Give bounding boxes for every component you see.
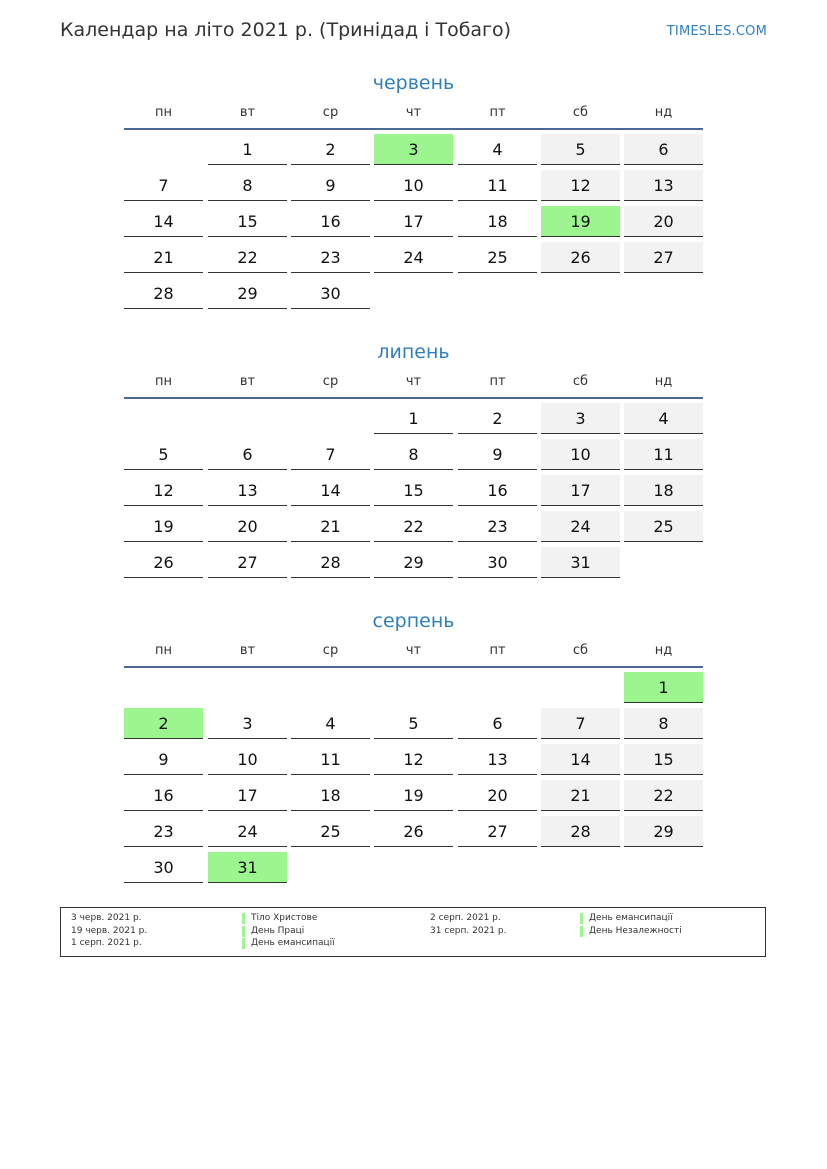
day-cell: 29 [208, 278, 287, 309]
weekday-label: пн [155, 643, 172, 658]
day-cell: 1 [374, 403, 453, 434]
weekday-label: чт [405, 643, 422, 658]
day-cell: 3 [208, 708, 287, 739]
legend-holiday-name: Тіло Христове [242, 913, 317, 924]
legend-date: 31 серп. 2021 р. [430, 925, 507, 936]
holiday-day-cell: 1 [624, 672, 703, 703]
day-cell: 21 [291, 511, 370, 542]
day-cell: 28 [291, 547, 370, 578]
weekday-label: вт [239, 643, 256, 658]
legend-date: 1 серп. 2021 р. [71, 938, 142, 948]
weekday-label: пт [489, 105, 506, 120]
day-cell: 15 [624, 744, 703, 775]
day-cell: 31 [541, 547, 620, 578]
day-cell: 22 [624, 780, 703, 811]
day-cell: 10 [208, 744, 287, 775]
day-cell: 11 [458, 170, 537, 201]
day-cell: 5 [124, 439, 203, 470]
day-cell: 4 [458, 134, 537, 165]
month-block [124, 339, 703, 572]
site-link[interactable]: TIMESLES.COM [666, 24, 767, 39]
legend-date: 2 серп. 2021 р. [430, 913, 501, 923]
day-cell: 30 [124, 852, 203, 883]
day-cell: 9 [458, 439, 537, 470]
day-cell: 20 [208, 511, 287, 542]
month-name: серпень [372, 610, 455, 632]
day-cell: 9 [291, 170, 370, 201]
day-cell: 8 [624, 708, 703, 739]
day-cell: 18 [624, 475, 703, 506]
weekday-header [124, 365, 703, 399]
day-cell: 24 [208, 816, 287, 847]
weekday-label: чт [405, 374, 422, 389]
page-title: Календар на літо 2021 р. (Тринідад і Тобаго) [60, 19, 512, 41]
day-cell: 18 [458, 206, 537, 237]
day-cell: 11 [624, 439, 703, 470]
day-cell: 8 [374, 439, 453, 470]
day-cell: 24 [374, 242, 453, 273]
day-cell: 10 [374, 170, 453, 201]
weekday-label: ср [322, 374, 339, 389]
day-cell: 5 [374, 708, 453, 739]
day-cell: 15 [208, 206, 287, 237]
day-cell: 25 [458, 242, 537, 273]
day-cell: 10 [541, 439, 620, 470]
weekday-header [124, 634, 703, 668]
day-cell: 12 [124, 475, 203, 506]
day-cell: 21 [541, 780, 620, 811]
day-cell: 23 [291, 242, 370, 273]
weekday-label: сб [572, 643, 589, 658]
day-cell: 30 [458, 547, 537, 578]
month-name: червень [372, 72, 455, 94]
day-cell: 29 [624, 816, 703, 847]
holiday-legend [60, 907, 766, 957]
day-cell: 23 [458, 511, 537, 542]
day-cell: 22 [374, 511, 453, 542]
day-cell: 26 [541, 242, 620, 273]
day-cell: 26 [374, 816, 453, 847]
weekday-label: нд [654, 105, 673, 120]
day-cell: 16 [291, 206, 370, 237]
day-cell: 9 [124, 744, 203, 775]
month-name: липень [377, 341, 450, 363]
day-cell: 16 [458, 475, 537, 506]
holiday-day-cell: 31 [208, 852, 287, 883]
day-cell: 13 [458, 744, 537, 775]
day-cell: 14 [124, 206, 203, 237]
day-cell: 14 [291, 475, 370, 506]
weekday-label: ср [322, 643, 339, 658]
legend-holiday-name: День Праці [242, 926, 304, 937]
weekday-label: чт [405, 105, 422, 120]
day-cell: 27 [624, 242, 703, 273]
weekday-label: нд [654, 374, 673, 389]
weekday-label: вт [239, 105, 256, 120]
day-cell: 28 [124, 278, 203, 309]
day-cell: 14 [541, 744, 620, 775]
legend-holiday-name: День емансипації [242, 938, 335, 949]
day-cell: 11 [291, 744, 370, 775]
weekday-label: вт [239, 374, 256, 389]
day-cell: 19 [374, 780, 453, 811]
day-cell: 17 [374, 206, 453, 237]
day-cell: 17 [541, 475, 620, 506]
holiday-day-cell: 2 [124, 708, 203, 739]
holiday-day-cell: 19 [541, 206, 620, 237]
day-cell: 15 [374, 475, 453, 506]
day-cell: 23 [124, 816, 203, 847]
day-cell: 4 [624, 403, 703, 434]
day-cell: 19 [124, 511, 203, 542]
day-cell: 7 [124, 170, 203, 201]
holiday-day-cell: 3 [374, 134, 453, 165]
day-cell: 27 [208, 547, 287, 578]
weekday-header [124, 96, 703, 130]
day-cell: 26 [124, 547, 203, 578]
day-cell: 25 [291, 816, 370, 847]
day-cell: 29 [374, 547, 453, 578]
day-cell: 13 [208, 475, 287, 506]
day-cell: 20 [624, 206, 703, 237]
weekday-label: сб [572, 105, 589, 120]
day-cell: 3 [541, 403, 620, 434]
weekday-label: пн [155, 374, 172, 389]
month-block [124, 608, 703, 877]
day-cell: 5 [541, 134, 620, 165]
header-rule [124, 397, 703, 399]
day-cell: 8 [208, 170, 287, 201]
weekday-label: сб [572, 374, 589, 389]
legend-date: 3 черв. 2021 р. [71, 913, 142, 923]
weekday-label: нд [654, 643, 673, 658]
day-cell: 4 [291, 708, 370, 739]
weekday-label: пт [489, 374, 506, 389]
legend-holiday-name: День Незалежності [580, 926, 682, 937]
day-cell: 6 [624, 134, 703, 165]
day-cell: 1 [208, 134, 287, 165]
day-cell: 18 [291, 780, 370, 811]
day-cell: 28 [541, 816, 620, 847]
header-rule [124, 666, 703, 668]
day-cell: 30 [291, 278, 370, 309]
day-cell: 2 [458, 403, 537, 434]
day-cell: 22 [208, 242, 287, 273]
day-cell: 6 [458, 708, 537, 739]
day-cell: 25 [624, 511, 703, 542]
day-cell: 21 [124, 242, 203, 273]
day-cell: 27 [458, 816, 537, 847]
weekday-label: ср [322, 105, 339, 120]
day-cell: 12 [541, 170, 620, 201]
weekday-label: пт [489, 643, 506, 658]
day-cell: 7 [541, 708, 620, 739]
legend-holiday-name: День емансипації [580, 913, 673, 924]
day-cell: 6 [208, 439, 287, 470]
day-cell: 24 [541, 511, 620, 542]
legend-date: 19 черв. 2021 р. [71, 925, 148, 936]
header-rule [124, 128, 703, 130]
day-cell: 17 [208, 780, 287, 811]
day-cell: 20 [458, 780, 537, 811]
day-cell: 2 [291, 134, 370, 165]
month-block [124, 70, 703, 303]
weekday-label: пн [155, 105, 172, 120]
day-cell: 7 [291, 439, 370, 470]
day-cell: 12 [374, 744, 453, 775]
day-cell: 16 [124, 780, 203, 811]
day-cell: 13 [624, 170, 703, 201]
